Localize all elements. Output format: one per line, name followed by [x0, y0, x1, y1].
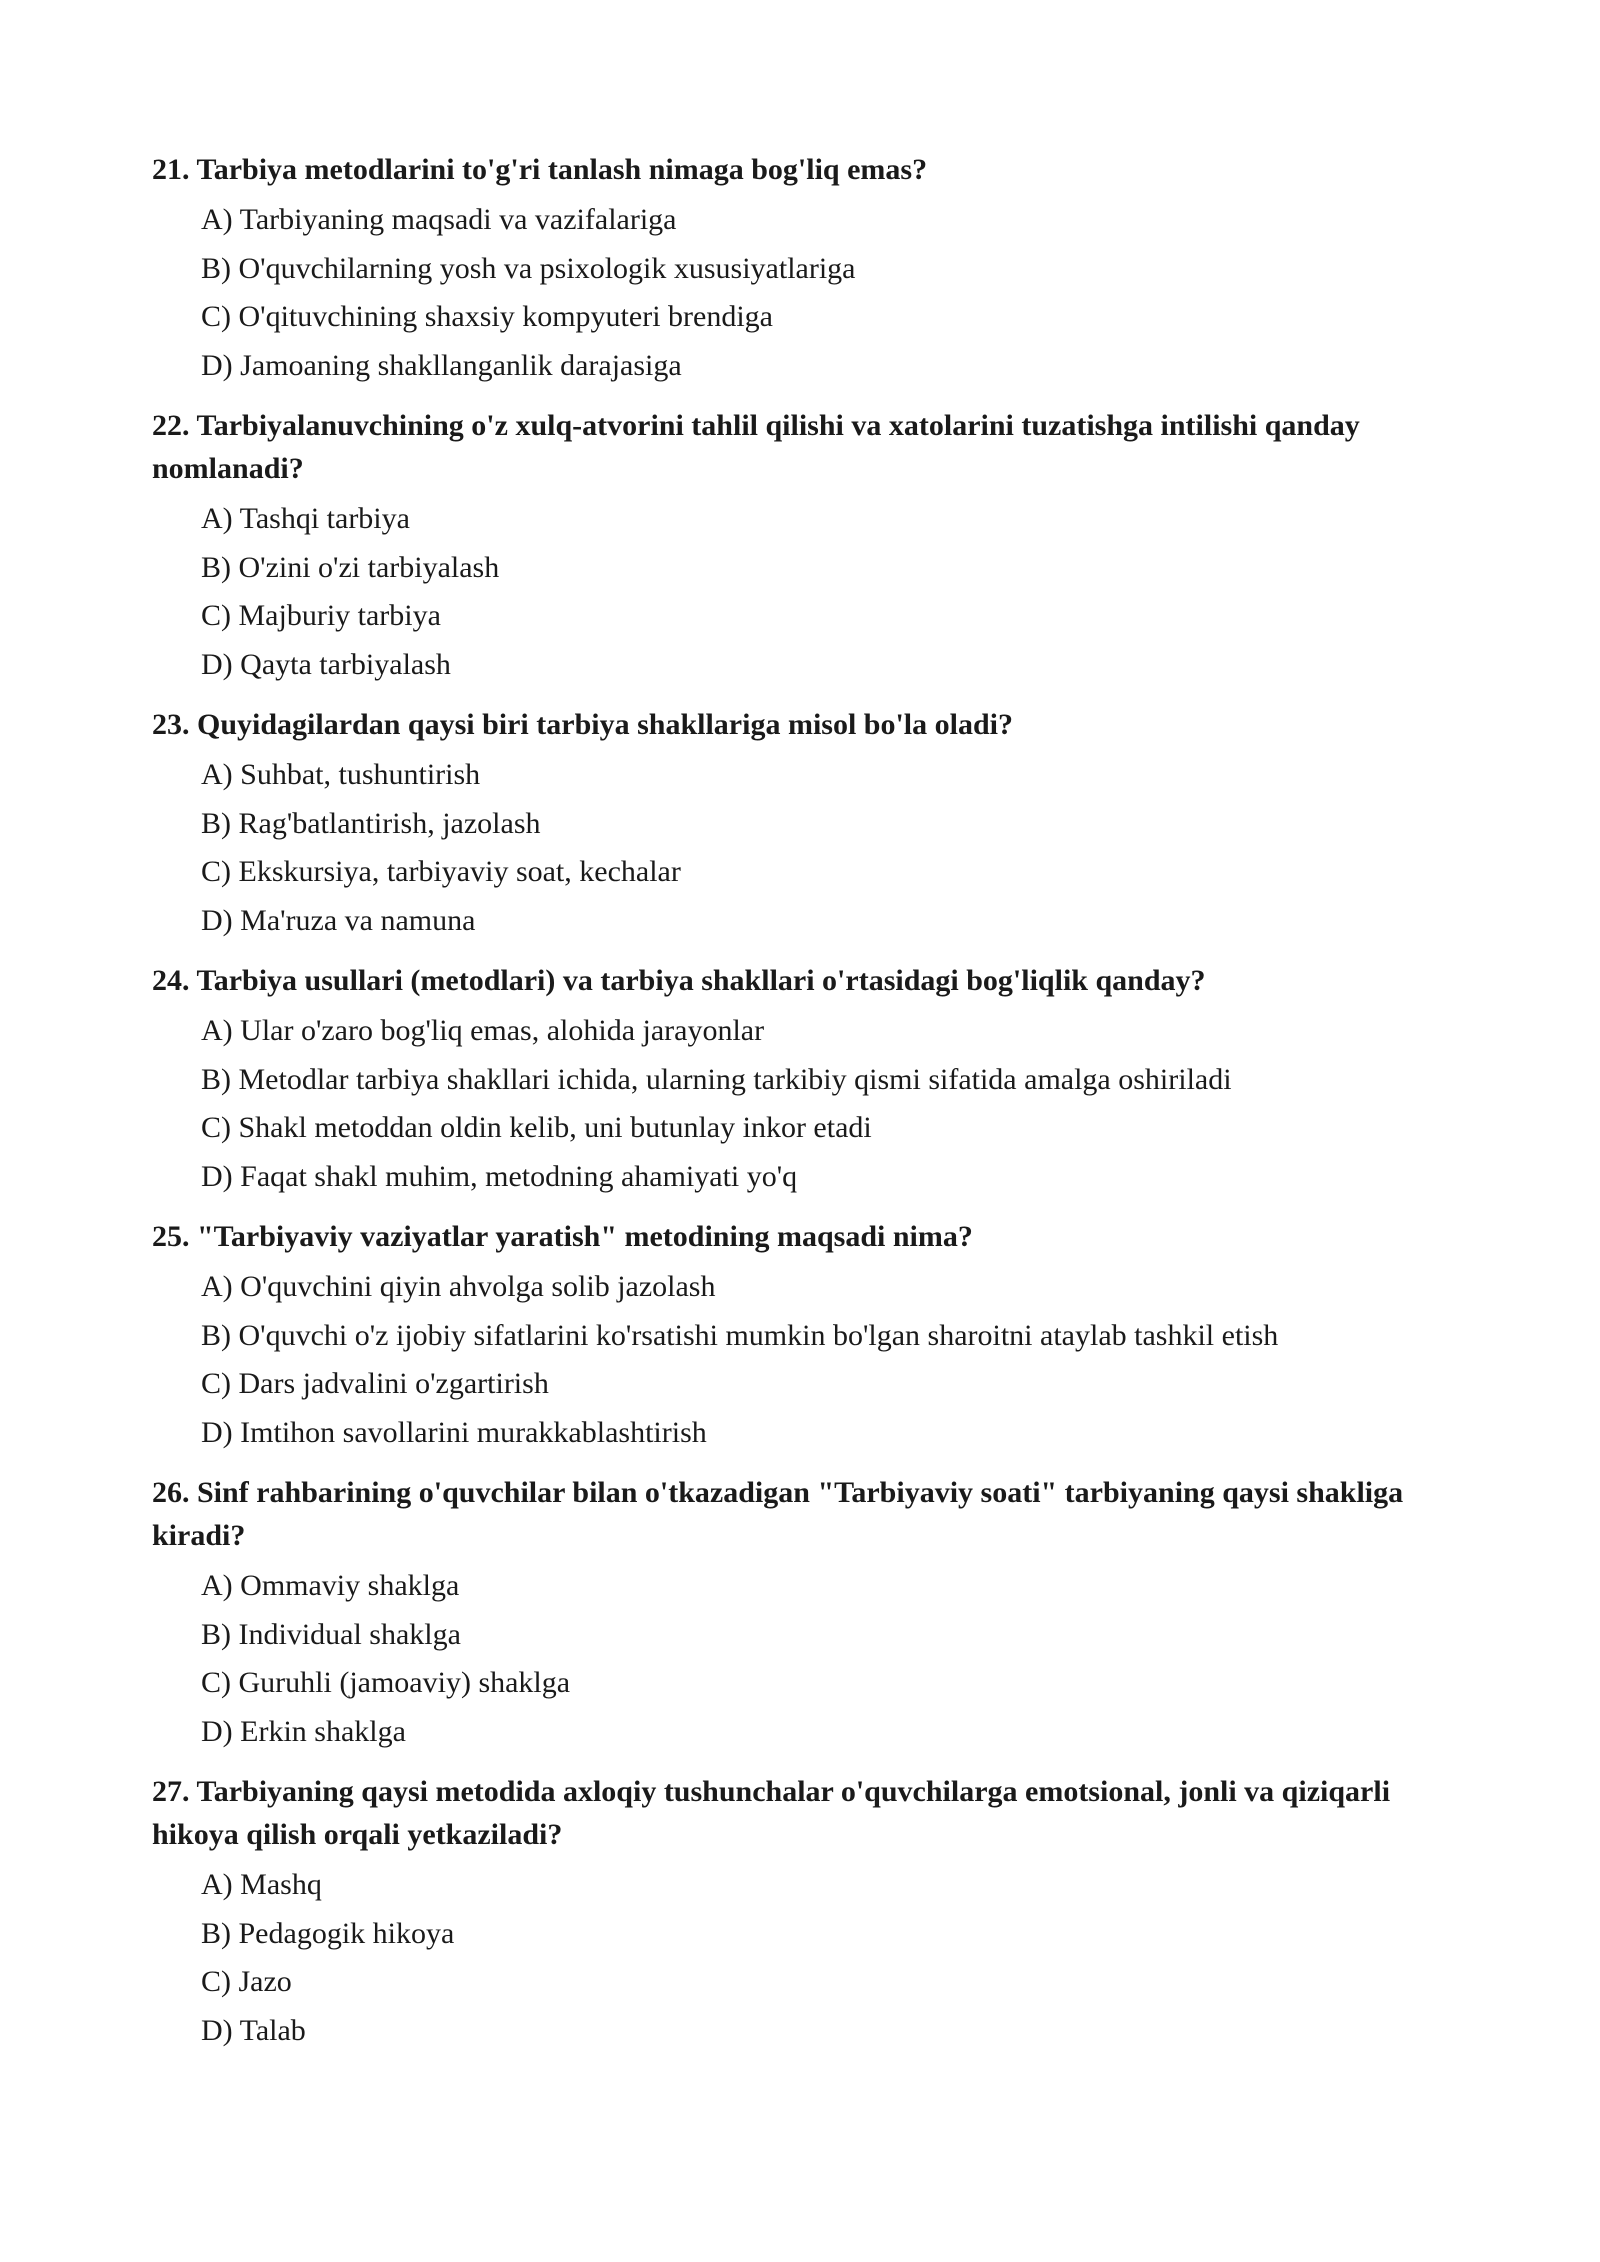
answer-option-b: B) O'quvchi o'z ijobiy sifatlarini ko'rsatishi mumkin bo'lgan sharoitni ataylab tashkil etish — [201, 1318, 1279, 1352]
question-number: 24. — [152, 964, 190, 997]
question-number: 21. — [152, 153, 190, 186]
question-text — [152, 1471, 1452, 1557]
answer-option-c: C) Ekskursiya, tarbiyaviy soat, kechalar — [201, 855, 681, 888]
question-25 — [152, 1215, 1452, 1457]
question-number: 23. — [152, 708, 190, 741]
answer-option-b: B) Rag'batlantirish, jazolash — [201, 806, 541, 840]
answer-option-b: B) Individual shaklga — [201, 1617, 461, 1651]
answer-option-d: D) Ma'ruza va namuna — [201, 903, 476, 937]
answer-option-a: A) Suhbat, tushuntirish — [201, 758, 481, 791]
document-page — [152, 148, 1452, 2069]
answer-option-b: B) Pedagogik hikoya — [201, 1916, 455, 1950]
answer-options — [152, 1263, 1452, 1457]
question-26 — [152, 1471, 1452, 1756]
answer-option-a: A) Ommaviy shaklga — [201, 1569, 460, 1602]
answer-option-a: A) Ular o'zaro bog'liq emas, alohida jarayonlar — [201, 1014, 765, 1047]
question-body: Tarbiya metodlarini to'g'ri tanlash nimaga bog'liq emas? — [196, 153, 928, 186]
answer-option-a: A) Tarbiyaning maqsadi va vazifalariga — [201, 203, 677, 236]
question-text — [152, 959, 1452, 1002]
question-22 — [152, 404, 1452, 689]
question-24 — [152, 959, 1452, 1201]
question-number: 26. — [152, 1476, 190, 1509]
question-body: Quyidagilardan qaysi biri tarbiya shakllariga misol bo'la oladi? — [197, 708, 1013, 741]
answer-option-d: D) Imtihon savollarini murakkablashtirish — [201, 1415, 707, 1449]
question-number: 27. — [152, 1775, 190, 1808]
answer-options — [152, 1861, 1452, 2055]
question-body: "Tarbiyaviy vaziyatlar yaratish" metodining maqsadi nima? — [197, 1220, 973, 1253]
answer-option-b: B) O'zini o'zi tarbiyalash — [201, 550, 500, 584]
answer-option-c: C) Dars jadvalini o'zgartirish — [201, 1367, 549, 1400]
answer-option-d: D) Talab — [201, 2013, 306, 2047]
question-text — [152, 404, 1452, 490]
answer-option-d: D) Qayta tarbiyalash — [201, 647, 451, 681]
answer-option-c: C) Jazo — [201, 1965, 292, 1998]
question-text — [152, 148, 1452, 191]
answer-option-b: B) Metodlar tarbiya shakllari ichida, ularning tarkibiy qismi sifatida amalga oshiriladi — [201, 1062, 1232, 1096]
question-21 — [152, 148, 1452, 390]
question-body: Tarbiya usullari (metodlari) va tarbiya shakllari o'rtasidagi bog'liqlik qanday? — [196, 964, 1206, 997]
answer-option-c: C) Majburiy tarbiya — [201, 599, 441, 632]
answer-option-c: C) Shakl metoddan oldin kelib, uni butunlay inkor etadi — [201, 1111, 872, 1144]
question-number: 22. — [152, 409, 190, 442]
question-23 — [152, 703, 1452, 945]
answer-options — [152, 196, 1452, 390]
question-text — [152, 1770, 1452, 1856]
answer-option-a: A) Mashq — [201, 1868, 322, 1901]
answer-options — [152, 1562, 1452, 1756]
question-text — [152, 1215, 1452, 1258]
question-27 — [152, 1770, 1452, 2055]
question-body: Sinf rahbarining o'quvchilar bilan o'tkazadigan "Tarbiyaviy soati" tarbiyaning qaysi shakliga kiradi? — [152, 1476, 1404, 1552]
answer-option-c: C) O'qituvchining shaxsiy kompyuteri brendiga — [201, 300, 773, 333]
answer-option-d: D) Jamoaning shakllanganlik darajasiga — [201, 348, 682, 382]
answer-option-d: D) Erkin shaklga — [201, 1714, 406, 1748]
answer-option-c: C) Guruhli (jamoaviy) shaklga — [201, 1666, 571, 1699]
answer-options — [152, 495, 1452, 689]
answer-option-d: D) Faqat shakl muhim, metodning ahamiyati yo'q — [201, 1159, 798, 1193]
question-body: Tarbiyalanuvchining o'z xulq-atvorini tahlil qilishi va xatolarini tuzatishga intilishi qanday nomlanadi? — [152, 409, 1360, 485]
answer-option-b: B) O'quvchilarning yosh va psixologik xususiyatlariga — [201, 251, 856, 285]
answer-options — [152, 751, 1452, 945]
answer-options — [152, 1007, 1452, 1201]
question-text — [152, 703, 1452, 746]
answer-option-a: A) Tashqi tarbiya — [201, 502, 410, 535]
question-number: 25. — [152, 1220, 190, 1253]
question-body: Tarbiyaning qaysi metodida axloqiy tushunchalar o'quvchilarga emotsional, jonli va qiziqarli hikoya qilish orqali yetkaziladi? — [152, 1775, 1391, 1851]
answer-option-a: A) O'quvchini qiyin ahvolga solib jazolash — [201, 1270, 716, 1303]
